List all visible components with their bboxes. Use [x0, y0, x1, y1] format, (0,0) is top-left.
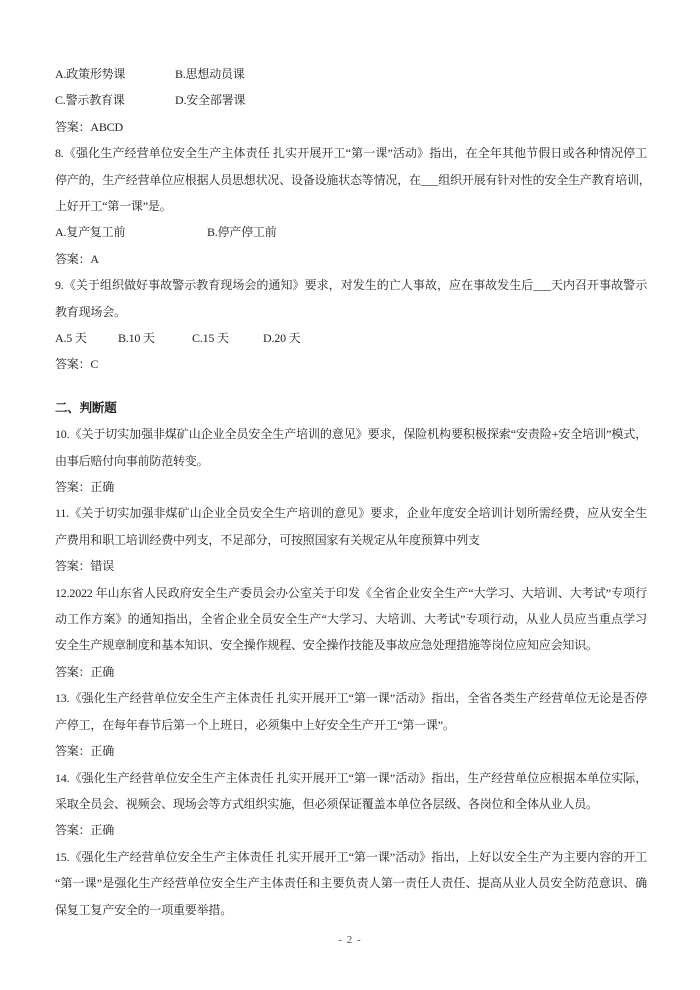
answer-label: 答案： [55, 251, 91, 266]
option-c: C.警示教育课 [55, 93, 125, 108]
option-b: B.思想动员课 [175, 67, 245, 81]
question-15-line-1: 15.《强化生产经营单位安全生产主体责任 扎实开展开工“第一课”活动》指出，上好以安全生产为主要内容的开工 [55, 849, 647, 864]
question-8-line-3: 上好开工“第一课”是。 [55, 199, 172, 213]
question-15-line-3: 保复工复产安全的一项重要举措。 [55, 902, 233, 917]
question-8-line-2: 停产的，生产经营单位应根据人员思想状况、设备设施状态等情况，在___组织开展有针对性的安全生产教育培训， [55, 172, 651, 187]
question-12-line-3: 安全生产规章制度和基本知识、安全操作规程、安全操作技能及事故应急处理措施等岗位应知应会知识。 [55, 638, 598, 653]
option-d: D.安全部署课 [175, 93, 246, 108]
answer-label: 答案： [55, 480, 91, 495]
answer-label: 答案： [55, 744, 91, 759]
answer-label: 答案： [55, 357, 91, 372]
option-b: B.停产停工前 [207, 225, 277, 240]
option-a: A.政策形势课 [55, 67, 126, 81]
question-8-options-row [55, 219, 647, 245]
section-heading-judgment: 二、判断题 [55, 400, 117, 415]
answer-label: 答案： [55, 119, 91, 134]
answer-value: 正确 [90, 480, 115, 495]
answer-line-q14 [55, 817, 647, 843]
answer-value: 错误 [90, 559, 115, 574]
question-9-line-2: 教育现场会。 [55, 304, 126, 319]
option-a: A.5 天 [55, 331, 87, 346]
question-15-line-2: “第一课”是强化生产经营单位安全生产主体责任和主要负责人第一责任人责任、提高从业人员安全防范意识、确 [55, 876, 647, 891]
answer-value: 正确 [90, 664, 115, 679]
question-11-line-1: 11.《关于切实加强非煤矿山企业全员安全生产培训的意见》要求，企业年度安全培训计划所需经费，应从安全生 [55, 506, 647, 521]
question-prev-options-row-2 [55, 87, 647, 113]
answer-line-q10 [55, 474, 647, 500]
answer-value: 正确 [90, 744, 115, 759]
answer-value: 正确 [90, 823, 115, 838]
page-number: - 2 - [338, 934, 362, 946]
option-a: A.复产复工前 [55, 225, 126, 240]
answer-line-q11 [55, 553, 647, 579]
question-13-line-1: 13.《强化生产经营单位安全生产主体责任 扎实开展开工“第一课”活动》指出，全省各类生产经营单位无论是否停 [55, 691, 647, 706]
answer-label: 答案： [55, 664, 91, 679]
question-8-line-1: 8.《强化生产经营单位安全生产主体责任 扎实开展开工“第一课”活动》指出，在全年其他节假日或各种情况停工 [55, 146, 647, 161]
question-10-line-1: 10.《关于切实加强非煤矿山企业全员安全生产培训的意见》要求，保险机构要积极探索“安责险+安全培训”模式， [55, 427, 647, 442]
option-d: D.20 天 [263, 331, 301, 346]
question-prev-options-row-1 [55, 61, 647, 87]
answer-value: C [90, 357, 99, 372]
question-14-line-2: 采取全员会、视频会、现场会等方式组织实施，但必须保证覆盖本单位各层级、各岗位和全体从业人员。 [55, 796, 598, 811]
question-12-line-1: 12.2022 年山东省人民政府安全生产委员会办公室关于印发《全省企业安全生产“大学习、大培训、大考试”专项行 [55, 585, 647, 600]
question-13-line-2: 产停工，在每年春节后第一个上班日，必须集中上好安全生产开工“第一课”。 [55, 717, 455, 732]
question-12-line-2: 动工作方案》的通知指出，全省企业全员安全生产“大学习、大培训、大考试”专项行动，从业人员应当重点学习 [55, 612, 647, 627]
question-10-line-2: 由事后赔付向事前防范转变。 [55, 453, 209, 468]
answer-label: 答案： [55, 823, 91, 838]
option-c: C.15 天 [192, 331, 229, 346]
question-11-line-2: 产费用和职工培训经费中列支，不足部分，可按照国家有关规定从年度预算中列支 [55, 532, 480, 547]
answer-line-q9 [55, 351, 647, 377]
document-content [55, 61, 651, 923]
answer-value: A [90, 251, 99, 266]
answer-line-q12 [55, 659, 647, 685]
question-9-line-1: 9.《关于组织做好事故警示教育现场会的通知》要求，对发生的亡人事故，应在事故发生后___天内召开事故警示 [55, 278, 647, 293]
answer-line-q13 [55, 738, 647, 764]
answer-label: 答案： [55, 559, 91, 574]
answer-value: ABCD [90, 119, 123, 134]
question-9-options-row [55, 325, 647, 351]
answer-line-prev [55, 114, 647, 140]
option-b: B.10 天 [118, 331, 155, 346]
question-14-line-1: 14.《强化生产经营单位安全生产主体责任 扎实开展开工“第一课”活动》指出，生产经营单位应根据本单位实际， [55, 770, 647, 785]
answer-line-q8 [55, 246, 647, 272]
